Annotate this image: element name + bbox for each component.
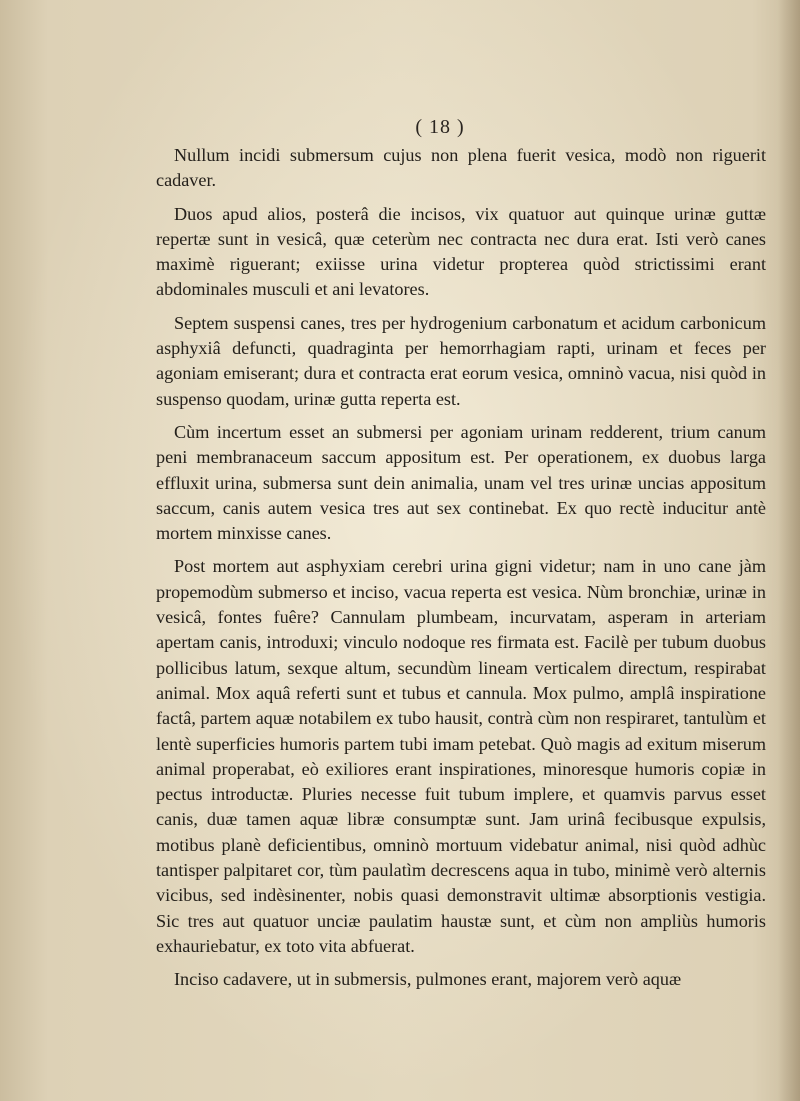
- page-edge-shadow: [778, 0, 800, 1101]
- paragraph: Nullum incidi submersum cujus non plena fuerit vesica, modò non riguerit cadaver.: [156, 145, 766, 191]
- paragraph: Septem suspensi canes, tres per hydrogenium carbonatum et acidum carbonicum asphyxiâ defuncti, quadraginta per hemorrhagiam rapti, urinam et feces per agoniam emiserant; dura et contracta erat eorum vesica, omninò vacua, nisi quòd in suspenso quodam, urinæ gutta reperta est.: [156, 312, 766, 409]
- paragraph: Duos apud alios, posterâ die incisos, vix quatuor aut quinque urinæ guttæ repertæ sunt in vesicâ, quæ ceterùm nec contracta nec dura erat. Isti verò canes maximè riguerant; exiisse urina videtur propterea quòd strictissimi erant abdominales musculi et ani levatores.: [156, 203, 766, 300]
- page-body: [156, 143, 766, 1001]
- page-number: ( 18 ): [415, 116, 465, 138]
- paragraph: Cùm incertum esset an submersi per agoniam urinam redderent, trium canum peni membranaceum saccum appositum est. Per operationem, ex duobus larga effluxit urina, submersa sunt dein animalia, unam vel tres urinæ uncias appositum saccum, canis autem vesica tres aut sex continebat. Ex quo rectè inducitur antè mortem minxisse canes.: [156, 421, 766, 544]
- paragraph: Post mortem aut asphyxiam cerebri urina gigni videtur; nam in uno cane jàm propemodùm submerso et inciso, vacua reperta est vesica. Nùm bronchiæ, urinæ in vesicâ, fontes fuêre? Cannulam plumbeam, incurvatam, asperam in arteriam apertam canis, introduxi; vinculo nodoque res firmata est. Facilè per tubum duobus pollicibus latum, sexque altum, secundùm lineam verticalem directum, respirabat animal. Mox aquâ referti sunt et tubus et cannula. Mox pulmo, amplâ inspiratione factâ, partem aquæ notabilem ex tubo hausit, contrà cùm non respiraret, tantulùm et lentè superficies humoris partem tubi imam petebat. Quò magis ad exitum miserum animal properabat, eò exiliores erant inspirationes, minoresque humoris copiæ in pectus introductæ. Pluries necesse fuit tubum implere, et quamvis parvus esset canis, duæ tamen aquæ libræ consumptæ sunt. Jam urinâ fecibusque expulsis, motibus planè deficientibus, omninò mortuum videbatur animal, nisi quòd adhùc tantisper palpitaret cor, tùm paulatìm decrescens aqua in tubo, minimè verò alternis vicibus, sed indèsinenter, nobis quasi demonstravit ultimæ absorptionis vestigia. Sic tres aut quatuor unciæ paulatim haustæ sunt, et cùm non ampliùs humoris exhauriebatur, ex toto vita abfuerat.: [156, 556, 766, 956]
- paragraph: Inciso cadavere, ut in submersis, pulmones erant, majorem verò aquæ: [174, 969, 682, 990]
